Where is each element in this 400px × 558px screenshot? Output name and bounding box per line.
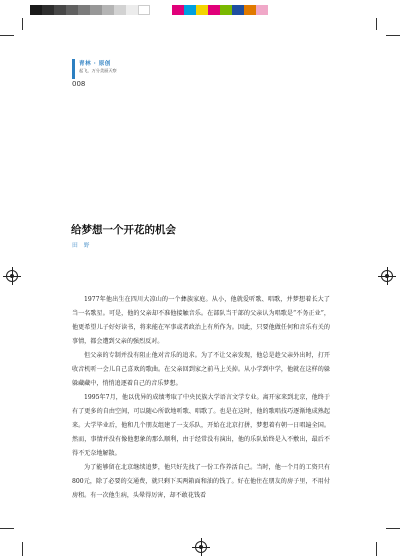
crop-mark — [22, 542, 23, 556]
color-swatch — [196, 5, 208, 15]
crop-mark — [376, 18, 377, 30]
color-swatch — [30, 5, 42, 15]
crop-mark — [386, 35, 400, 36]
color-swatch — [256, 5, 268, 15]
article-author: 田 野 — [72, 243, 92, 249]
registration-mark-left — [6, 270, 18, 282]
crop-mark — [0, 35, 14, 36]
color-swatch — [90, 5, 102, 15]
registration-mark-right — [381, 270, 393, 282]
color-swatch — [184, 5, 196, 15]
column-title: 青林 · 原创 — [79, 61, 111, 67]
article-body — [72, 293, 330, 503]
color-swatch — [172, 5, 184, 15]
color-swatch — [244, 5, 256, 15]
color-calibration-bar — [30, 5, 268, 15]
column-subtitle: 起飞，万分美丽天察 — [79, 68, 117, 73]
crop-mark — [386, 528, 400, 529]
swatch-gap — [150, 5, 172, 15]
color-swatch — [78, 5, 90, 15]
header-accent-bar — [72, 59, 75, 79]
crop-mark — [376, 542, 377, 556]
color-swatch — [102, 5, 114, 15]
registration-mark-bottom — [195, 541, 207, 553]
color-swatch — [232, 5, 244, 15]
color-swatch — [42, 5, 54, 15]
color-swatch — [54, 5, 66, 15]
crop-mark — [0, 528, 14, 529]
color-swatch — [66, 5, 78, 15]
color-swatch — [138, 5, 150, 15]
color-swatch — [220, 5, 232, 15]
page-number: 008 — [72, 80, 86, 88]
article-title: 给梦想一个开花的机会 — [71, 224, 176, 236]
paragraph: 1995年7月，他以优异的成绩考取了中央民族大学语言文学专业。离开家来到北京，他终于有了更多的自由空间，可以随心所欲地听歌、唱歌了。也是在这时，他的歌唱技巧逐渐地成熟起来。大学毕业后，他和几个朋友组建了一支乐队，开始在北京打拼，梦想着有朝一日唱遍全国。然而，事情并没有像他想象的那么顺利，由于经常没有演出，他的乐队始终是入不敷出，最后不得不无奈地解散。 — [72, 394, 330, 457]
crop-mark — [22, 18, 23, 30]
color-swatch — [208, 5, 220, 15]
paragraph: 1977年他出生在四川大凉山的一个彝族家庭。从小，他就爱听歌、唱歌，并梦想着长大了当一名歌星。可是，他的父亲却不准他接触音乐。在部队当干部的父亲认为唱歌是“不务正业”，他更希望儿子好好读书，将来能在军事或者政治上有所作为。因此，只要他做任何和音乐有关的事情，都会遭到父亲的强烈反对。 — [72, 296, 330, 345]
paragraph: 为了能够留在北京继续追梦，他只好先找了一份工作养活自己。当时，他一个月的工资只有800元，除了必要的交通费，就只剩下买两箱面和油的钱了。好在他住在朋友的房子里，不用付房租。有一次他生病，头晕得厉害，却不敢花钱看 — [72, 464, 330, 499]
color-swatch — [126, 5, 138, 15]
color-swatch — [114, 5, 126, 15]
paragraph: 但父亲的专制并没有阻止他对音乐的追求。为了不让父亲发现，他总是趁父亲外出时，打开收音机听一会儿自己喜欢的歌曲。在父亲回到家之前马上关掉。从小学到中学，他就在这样的躲躲藏藏中，悄悄追逐着自己的音乐梦想。 — [72, 352, 330, 387]
